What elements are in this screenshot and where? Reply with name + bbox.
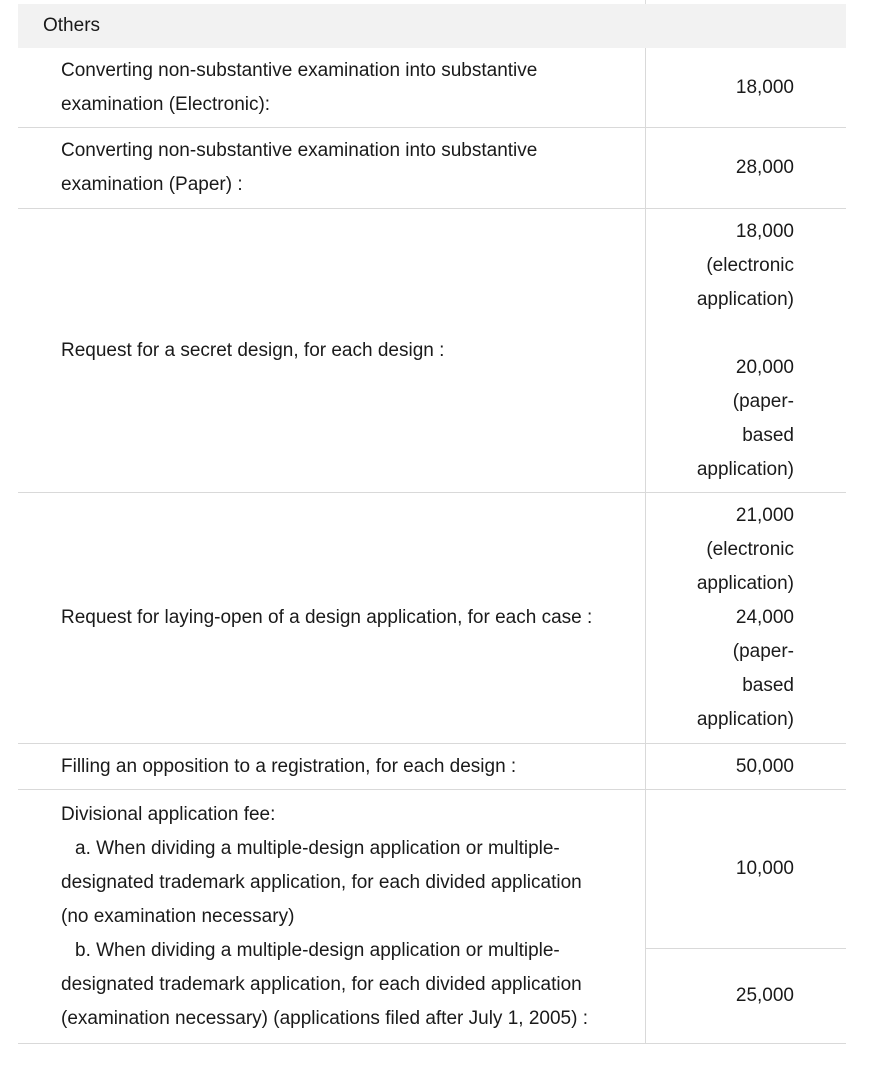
description-line: Converting non-substantive examination into substantive — [61, 59, 538, 81]
amount-line: 28,000 — [735, 157, 794, 178]
description-line: examination (Electronic): — [61, 93, 271, 115]
description-line: b. When dividing a multiple-design application or multiple- — [75, 939, 560, 961]
fee-amount — [646, 209, 846, 492]
table-row — [18, 128, 846, 209]
amount-line: (paper- — [732, 390, 794, 412]
description-line: Request for a secret design, for each design : — [61, 339, 445, 361]
fee-table — [18, 4, 846, 1044]
amount-line: (electronic — [706, 539, 794, 560]
table-row — [18, 790, 846, 1044]
amount-line: 20,000 — [735, 356, 794, 378]
fee-description — [18, 209, 646, 492]
table-row — [18, 744, 846, 790]
description-line: Filling an opposition to a registration, for each design : — [61, 755, 517, 777]
amount-line: based — [742, 675, 794, 696]
description-line: (examination necessary) (applications filed after July 1, 2005) : — [61, 1007, 588, 1029]
fee-amount — [646, 48, 846, 127]
fee-description — [18, 128, 646, 208]
fee-description — [18, 744, 646, 789]
amount-cell-a — [646, 790, 846, 949]
description-line: Request for laying-open of a design application, for each case : — [61, 607, 593, 628]
section-header — [18, 4, 846, 48]
fee-amount — [646, 744, 846, 789]
fee-amount — [646, 493, 846, 743]
amount-spacer — [646, 317, 794, 351]
column-divider — [645, 0, 646, 4]
fee-amount — [646, 128, 846, 208]
fee-amount — [646, 790, 846, 1043]
fee-description — [18, 790, 646, 1043]
amount-cell-b — [646, 949, 846, 1043]
description-line: designated trademark application, for each divided application — [61, 871, 582, 893]
description-line: Divisional application fee: — [61, 803, 276, 825]
amount-line: 24,000 — [735, 607, 794, 628]
description-line: (no examination necessary) — [61, 905, 295, 927]
fee-description — [18, 48, 646, 127]
table-row — [18, 209, 846, 493]
amount-line: 18,000 — [735, 220, 794, 242]
description-line: a. When dividing a multiple-design application or multiple- — [75, 837, 560, 859]
amount-line: application) — [696, 573, 794, 594]
fee-description — [18, 493, 646, 743]
amount-line: (electronic — [706, 254, 794, 276]
table-row — [18, 48, 846, 128]
amount-line: 50,000 — [735, 755, 794, 777]
description-line: Converting non-substantive examination into substantive — [61, 140, 538, 161]
amount-line: 10,000 — [735, 858, 794, 879]
amount-line: based — [742, 424, 794, 446]
description-line: designated trademark application, for each divided application — [61, 973, 582, 995]
amount-line: 25,000 — [735, 985, 794, 1006]
description-line: examination (Paper) : — [61, 174, 243, 195]
amount-line: 21,000 — [735, 505, 794, 526]
amount-line: application) — [696, 709, 794, 730]
table-row — [18, 493, 846, 744]
amount-line: (paper- — [732, 641, 794, 662]
amount-line: application) — [696, 458, 794, 480]
amount-line: application) — [696, 288, 794, 310]
section-title: Others — [43, 15, 101, 36]
amount-line: 18,000 — [735, 76, 794, 98]
